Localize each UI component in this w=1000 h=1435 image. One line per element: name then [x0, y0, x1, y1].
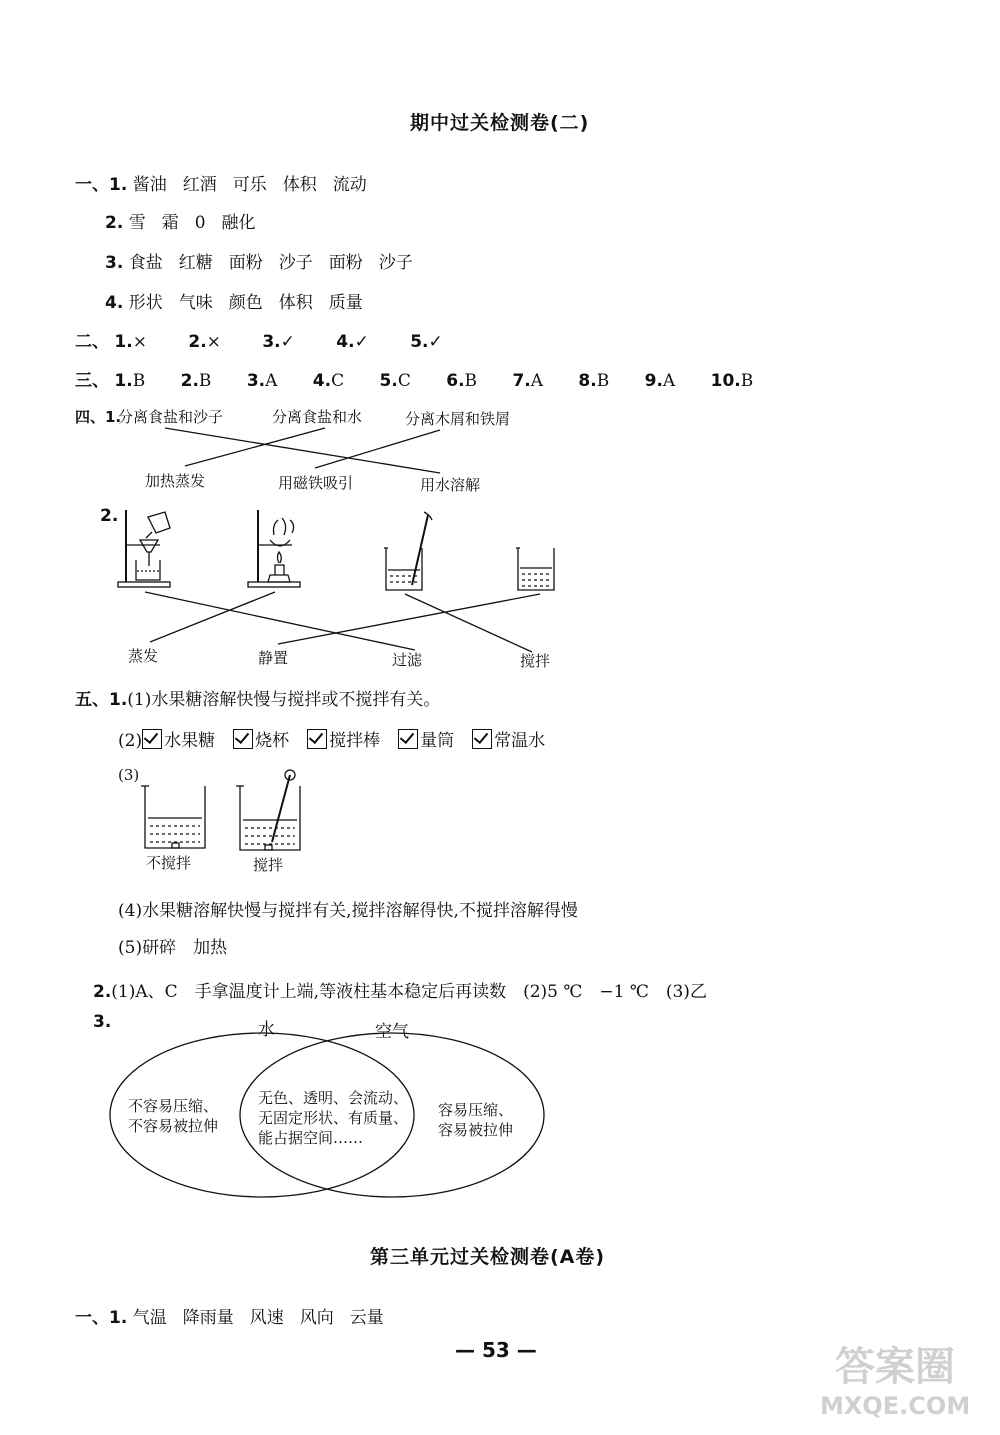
section-4-label: 四、1.	[75, 408, 122, 426]
stirring-beaker-icon	[384, 512, 432, 590]
match-line	[278, 594, 540, 644]
page-number: — 53 —	[455, 1338, 537, 1362]
section-2: 二、 1.× 2.× 3.✓ 4.✓ 5.✓	[75, 332, 443, 352]
venn-left-ellipse	[110, 1033, 414, 1197]
match-line	[150, 592, 275, 642]
match2-bottom-3: 过滤	[392, 651, 423, 669]
unstirred-beaker-icon	[141, 786, 205, 848]
section-1-q3: 3. 食盐 红糖 面粉 沙子 面粉 沙子	[105, 253, 413, 273]
watermark-logo: 答案圈	[835, 1344, 955, 1390]
match-bottom-3: 用水溶解	[420, 476, 481, 494]
answer-list: 酱油 红酒 可乐 体积 流动	[132, 175, 367, 195]
venn-middle-text: 无色、透明、会流动、 无固定形状、有质量、 能占据空间……	[258, 1089, 409, 1147]
match-bottom-2: 用磁铁吸引	[278, 474, 354, 492]
still-beaker-icon	[516, 548, 554, 590]
match2-bottom-2: 静置	[258, 649, 289, 667]
section-5-p3-label: (3)	[118, 766, 140, 784]
beaker-label-1: 不搅拌	[146, 854, 192, 872]
match-line	[145, 592, 415, 650]
stirred-beaker-icon	[236, 770, 300, 850]
match-top-2: 分离食盐和水	[272, 408, 363, 426]
section-1-q1: 一、1. 酱油 红酒 可乐 体积 流动	[75, 170, 383, 195]
section-5-p4: (4)水果糖溶解快慢与搅拌有关,搅拌溶解得快,不搅拌溶解得慢	[118, 901, 578, 921]
match-top-1: 分离食盐和沙子	[118, 408, 224, 426]
venn-right-title: 空气	[375, 1022, 409, 1042]
match2-bottom-1: 蒸发	[128, 647, 159, 665]
page-title: 期中过关检测卷(二)	[410, 112, 590, 134]
section-title-2: 第三单元过关检测卷(A卷)	[370, 1246, 606, 1268]
filtration-apparatus-icon	[118, 510, 170, 587]
section-3: 三、 1.B 2.B 3.A 4.C 5.C 6.B 7.A 8.B 9.A 10.B	[75, 371, 754, 391]
unit3-section-1: 一、1. 气温 降雨量 风速 风向 云量	[75, 1308, 384, 1328]
section-5-q2: 2.(1)A、C 手拿温度计上端,等液柱基本稳定后再读数 (2)5 ℃ −1 ℃ (3)乙	[93, 982, 707, 1002]
venn-right-text: 容易压缩、 容易被拉伸	[438, 1101, 514, 1139]
venn-right-ellipse	[240, 1033, 544, 1197]
match-line	[405, 594, 532, 652]
section-5-p1: 五、1.(1)水果糖溶解快慢与搅拌或不搅拌有关。	[75, 690, 441, 710]
watermark-url: MXQE.COM	[820, 1392, 971, 1420]
section-1-q4: 4. 形状 气味 颜色 体积 质量	[105, 293, 363, 313]
section-1-q2: 2. 雪 霜 0 融化	[105, 213, 256, 233]
section-5-p2: (2) 水果糖 烧杯 搅拌棒 量筒 常温水	[118, 731, 546, 751]
match-top-3: 分离木屑和铁屑	[405, 410, 511, 428]
section-5-p5: (5)研碎 加热	[118, 938, 228, 958]
match-bottom-1: 加热蒸发	[145, 472, 206, 490]
venn-left-title: 水	[258, 1020, 275, 1040]
evaporation-apparatus-icon	[248, 510, 300, 587]
match-line	[185, 428, 325, 466]
venn-left-text: 不容易压缩、 不容易被拉伸	[128, 1097, 219, 1135]
section-4-q2-label: 2.	[100, 506, 119, 526]
section-5-q3-label: 3.	[93, 1012, 112, 1032]
match2-bottom-4: 搅拌	[520, 652, 551, 670]
beaker-label-2: 搅拌	[253, 856, 284, 874]
